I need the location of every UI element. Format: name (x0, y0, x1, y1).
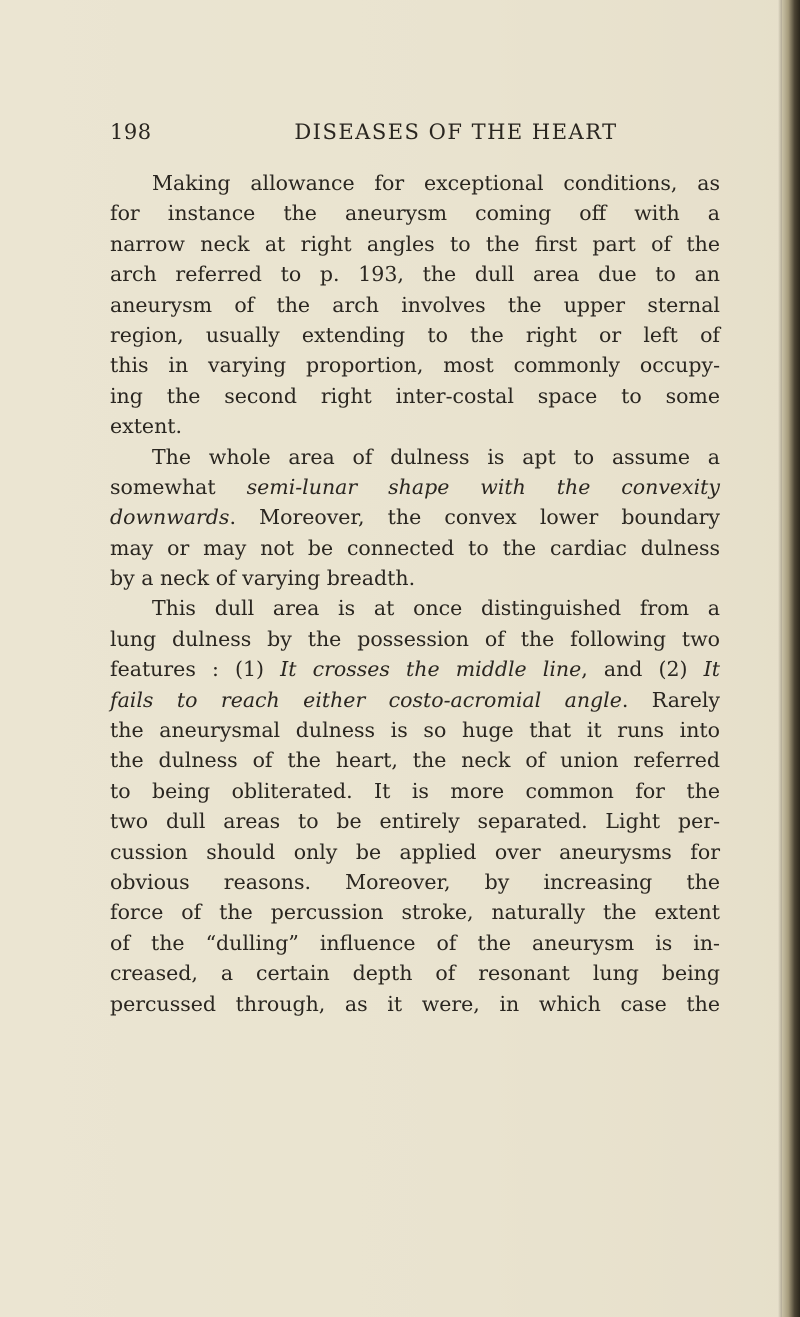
running-head: DISEASES OF THE HEART (294, 120, 618, 144)
italic-text: downwards (110, 505, 230, 530)
text-line: This dull area is at once distinguished from a (152, 596, 720, 621)
page-header (110, 120, 720, 150)
text-line: Making allowance for exceptional conditions, as (152, 171, 720, 195)
italic-text: semi-lunar shape with the convexity (246, 474, 720, 499)
text-line: may or may not be connected to the cardiac dulness (110, 535, 720, 560)
text-line: arch referred to p. 193, the dull area due to an (110, 262, 720, 287)
text-line: region, usually extending to the right or left of (110, 322, 720, 347)
text-line: aneurysm of the arch involves the upper sternal (110, 292, 720, 317)
text-line: somewhat semi-lunar shape with the convexity (110, 474, 720, 499)
page-number: 198 (110, 120, 152, 144)
italic-text: It crosses the middle line (280, 657, 582, 682)
italic-text: fails to reach either costo-acromial angle (110, 687, 622, 712)
text-line: by a neck of varying breadth. (110, 566, 416, 591)
text-line: downwards. Moreover, the convex lower boundary (110, 505, 720, 530)
text-line: narrow neck at right angles to the first part of the (110, 231, 720, 256)
text-line: The whole area of dulness is apt to assume a (152, 444, 720, 469)
text-line: cussion should only be applied over aneurysms for (110, 839, 720, 864)
text-line: features : (1) It crosses the middle line, and (2) It (110, 657, 721, 682)
text-line: force of the percussion stroke, naturally the extent (110, 900, 720, 925)
text-line: two dull areas to be entirely separated. Light per- (110, 809, 720, 834)
text-line: extent. (110, 414, 183, 439)
page-edge (782, 0, 800, 1317)
text-line: to being obliterated. It is more common for the (110, 778, 720, 803)
text-line: lung dulness by the possession of the following two (110, 626, 720, 651)
text-line: fails to reach either costo-acromial angle. Rarely (110, 687, 720, 712)
body-text (110, 168, 720, 1019)
text-line: the aneurysmal dulness is so huge that it runs into (110, 718, 720, 743)
text-line: ing the second right inter-costal space to some (110, 383, 720, 408)
text-line: creased, a certain depth of resonant lung being (110, 961, 720, 986)
italic-text: It (703, 657, 721, 682)
text-line: of the “dulling” influence of the aneurysm is in- (110, 930, 720, 955)
text-line: the dulness of the heart, the neck of union referred (110, 748, 720, 773)
text-line: this in varying proportion, most commonly occupy- (110, 353, 720, 378)
text-line: obvious reasons. Moreover, by increasing the (110, 869, 720, 894)
text-line: for instance the aneurysm coming off with a (110, 201, 720, 226)
text-line: percussed through, as it were, in which case the (110, 991, 720, 1016)
